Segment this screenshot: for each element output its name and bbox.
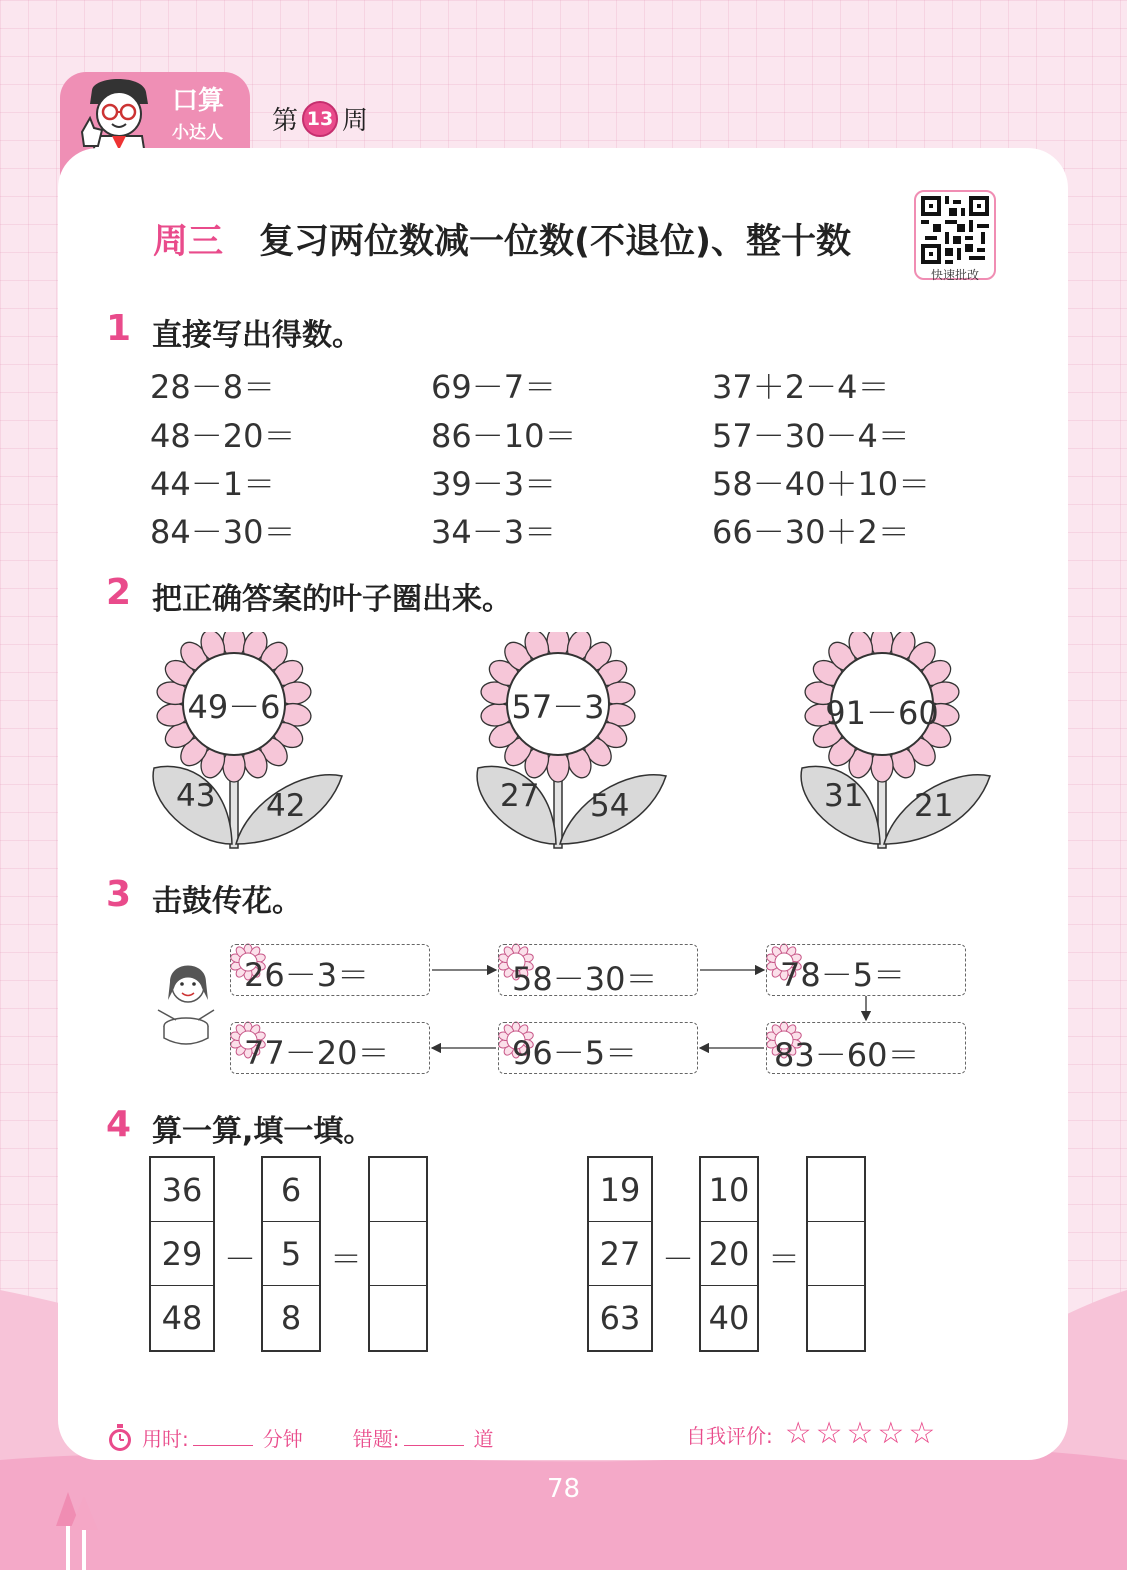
section-3-title: 击鼓传花。: [152, 884, 302, 919]
pass-expression: 83－60＝: [774, 1036, 920, 1074]
leaf-answer-left[interactable]: 31: [824, 778, 864, 814]
qr-label: 快速批改: [930, 268, 979, 282]
section-2-number: 2: [106, 572, 132, 613]
subtrahend-cell: 8: [280, 1299, 302, 1337]
leaf-answer-left[interactable]: 27: [500, 778, 540, 814]
leaf-answer-right[interactable]: 21: [914, 788, 954, 824]
q1-expression: 66－30＋2＝: [712, 513, 910, 551]
subtrahend-column: [699, 1156, 759, 1352]
q1-expression: 39－3＝: [431, 465, 557, 503]
badge-subtitle: 小达人: [172, 123, 223, 143]
errors-unit: 道: [473, 1427, 494, 1451]
pass-expression: 77－20＝: [244, 1034, 390, 1072]
minuend-cell: 48: [161, 1299, 203, 1337]
answer-column[interactable]: [806, 1156, 866, 1352]
equals-sign: ＝: [768, 1240, 801, 1278]
week-number-badge: 13: [302, 101, 338, 137]
girl-drummer-icon: [158, 966, 214, 1045]
subtrahend-cell: 40: [708, 1299, 750, 1337]
week-label: [272, 100, 368, 137]
q1-expression: 57－30－4＝: [712, 417, 910, 455]
subtrahend-cell: 10: [701, 1158, 757, 1222]
answer-cell[interactable]: [808, 1158, 864, 1222]
section-4-number: 4: [106, 1104, 132, 1145]
worksheet-card: [58, 148, 1068, 1460]
flower-expression: 91－60: [825, 694, 939, 732]
minus-sign: －: [224, 1240, 257, 1278]
rating-stars[interactable]: ☆☆☆☆☆: [784, 1416, 940, 1451]
minuend-cell: 36: [151, 1158, 213, 1222]
answer-cell[interactable]: [808, 1222, 864, 1286]
leaf-answer-right[interactable]: 42: [266, 788, 306, 824]
subtrahend-cell: 20: [701, 1222, 757, 1286]
minuend-cell: 29: [151, 1222, 213, 1286]
answer-cell[interactable]: [808, 1286, 864, 1350]
equals-sign: ＝: [330, 1240, 363, 1278]
minuend-column: [587, 1156, 653, 1352]
section-2-title: 把正确答案的叶子圈出来。: [152, 582, 512, 617]
week-prefix: 第: [272, 106, 299, 136]
minuend-cell: 27: [589, 1222, 651, 1286]
badge-title: 口算: [172, 86, 225, 116]
title-day: 周三: [153, 222, 224, 262]
minuend-column: [149, 1156, 215, 1352]
section-1-number: 1: [106, 308, 132, 349]
leaf-answer-left[interactable]: 43: [176, 778, 216, 814]
time-label: 用时:: [142, 1427, 189, 1451]
self-eval-label: 自我评价:: [686, 1424, 773, 1448]
time-unit: 分钟: [262, 1427, 303, 1451]
pass-expression: 96－5＝: [512, 1034, 638, 1072]
q1-expression: 84－30＝: [150, 513, 296, 551]
subtrahend-cell: 5: [263, 1222, 319, 1286]
minuend-cell: 19: [589, 1158, 651, 1222]
stopwatch-icon: [106, 1423, 134, 1453]
time-blank[interactable]: [193, 1445, 253, 1446]
answer-cell[interactable]: [370, 1286, 426, 1350]
flower-expression: 49－6: [187, 688, 281, 726]
minuend-cell: 63: [599, 1299, 641, 1337]
q1-expression: 34－3＝: [431, 513, 557, 551]
leaf-answer-right[interactable]: 54: [590, 788, 630, 824]
q1-expression: 86－10＝: [431, 417, 577, 455]
q1-expression: 37＋2－4＝: [712, 368, 890, 406]
title-text: 复习两位数减一位数(不退位)、整十数: [259, 222, 852, 262]
footer-left: [106, 1423, 494, 1453]
q1-expression: 58－40＋10＝: [712, 465, 931, 503]
flower-expression: 57－3: [511, 688, 605, 726]
q1-expression: 28－8＝: [150, 368, 276, 406]
errors-blank[interactable]: [404, 1445, 464, 1446]
pass-expression: 26－3＝: [244, 956, 370, 994]
answer-cell[interactable]: [370, 1222, 426, 1286]
subtrahend-cell: 6: [263, 1158, 319, 1222]
q1-expression: 69－7＝: [431, 368, 557, 406]
pass-expression: 78－5＝: [780, 956, 906, 994]
tree-decoration-icon: [56, 1492, 100, 1570]
q1-expression: 44－1＝: [150, 465, 276, 503]
footer-right: [686, 1416, 939, 1451]
minus-sign: －: [662, 1240, 695, 1278]
errors-label: 错题:: [352, 1427, 400, 1451]
section-3-number: 3: [106, 874, 132, 915]
pass-expression: 58－30＝: [512, 960, 658, 998]
section-4-title: 算一算,填一填。: [152, 1114, 374, 1149]
subtrahend-column: [261, 1156, 321, 1352]
q1-expression: 48－20＝: [150, 417, 296, 455]
page-number: 78: [546, 1474, 581, 1504]
answer-column[interactable]: [368, 1156, 428, 1352]
section-1-title: 直接写出得数。: [152, 318, 362, 353]
week-suffix: 周: [342, 106, 369, 136]
answer-cell[interactable]: [370, 1158, 426, 1222]
